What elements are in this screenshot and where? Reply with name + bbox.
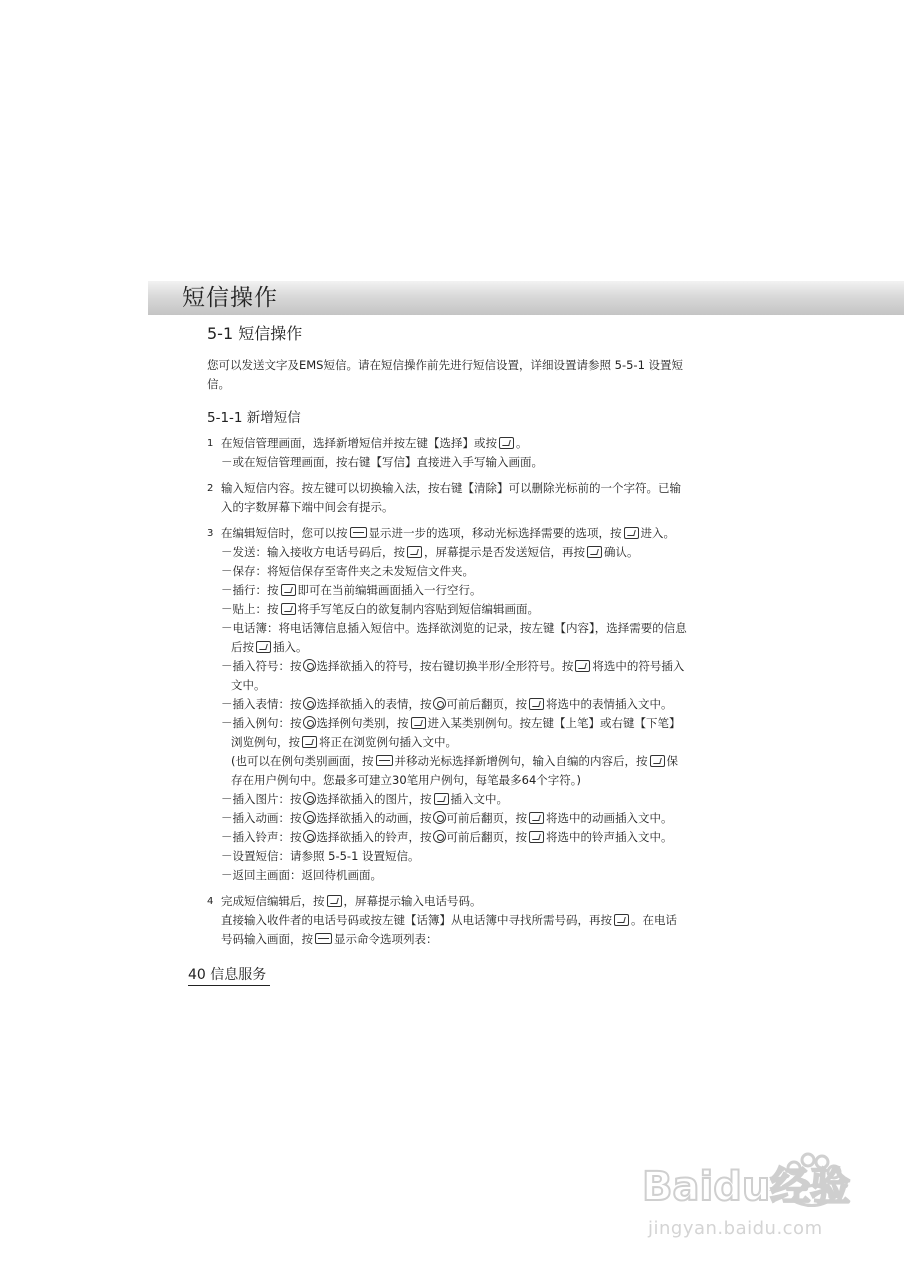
step-4 [207,892,687,949]
step-text: 。 [516,436,528,450]
option-insert-animation: －插入动画：按 选择欲插入的动画，按 可前后翻页，按 将选中的动画插入文中。 [221,811,673,825]
watermark-url: jingyan.baidu.com [648,1218,823,1239]
ok-key-icon [281,603,296,615]
option-phonebook: －电话簿：将电话簿信息插入短信中。选择欲浏览的记录，按左键【内容】，选择需要的信息后按 插入。 [221,621,687,654]
subsection-title: 5-1-1 新增短信 [207,410,301,426]
option-paste: －贴上：按 将手写笔反白的欲复制内容贴到短信编辑画面。 [221,602,539,616]
ok-key-icon [411,717,426,729]
menu-key-icon [350,527,367,538]
option-insert-line: －插行：按 即可在当前编辑画面插入一行空行。 [221,583,482,597]
option-insert-template: －插入例句：按 选择例句类别，按 进入某类别例句。按左键【上笔】或右键【下笔】浏览例句，按 将正在浏览例句插入文中。 [221,716,681,749]
step-number: 2 [207,483,214,494]
option-send: －发送：输入接收方电话号码后，按 ，屏幕提示是否发送短信，再按 确认。 [221,545,639,559]
step-text: 输入短信内容。按左键可以切换输入法，按右键【清除】可以删除光标前的一个字符。已输入的字数屏幕下端中间会有提示。 [221,481,681,514]
ok-key-icon [281,584,296,596]
step-text: 进入。 [640,526,675,540]
ok-key-icon [499,437,514,449]
baidu-watermark-logo [642,1150,872,1220]
nav-key-icon [303,830,316,843]
section-title: 5-1 短信操作 [207,324,303,343]
watermark-logo-text: Baidu经验 [642,1164,851,1210]
step-3 [207,524,687,885]
ok-key-icon [327,895,342,907]
ok-key-icon [256,641,271,653]
nav-key-icon [303,716,316,729]
ok-key-icon [529,831,544,843]
ok-key-icon [650,755,665,767]
option-settings: －设置短信：请参照 5-5-1 设置短信。 [221,849,420,863]
ok-key-icon [529,698,544,710]
chapter-title: 短信操作 [182,285,278,311]
intro-paragraph: 您可以发送文字及EMS短信。请在短信操作前先进行短信设置，详细设置请参照 5-5-1 设置短信。 [207,358,684,391]
step-2 [207,479,687,517]
option-insert-ringtone: －插入铃声：按 选择欲插入的铃声，按 可前后翻页，按 将选中的铃声插入文中。 [221,830,673,844]
ok-key-icon [434,793,449,805]
option-insert-picture: －插入图片：按 选择欲插入的图片，按 插入文中。 [221,792,508,806]
ok-key-icon [529,812,544,824]
step-text: 直接输入收件者的电话号码或按左键【话簿】从电话簿中寻找所需号码，再按 [221,913,612,927]
chapter-banner [148,281,904,315]
step-text: ，屏幕提示输入电话号码。 [343,894,482,908]
page-footer: 40 信息服务 [188,965,270,986]
nav-key-icon [433,697,446,710]
option-save: －保存：将短信保存至寄件夹之未发短信文件夹。 [221,564,474,578]
option-insert-emoticon: －插入表情：按 选择欲插入的表情，按 可前后翻页，按 将选中的表情插入文中。 [221,697,673,711]
nav-key-icon [303,811,316,824]
ok-key-icon [302,736,317,748]
step-text: 在编辑短信时，您可以按 [221,526,348,540]
ok-key-icon [587,546,602,558]
step-text: 完成短信编辑后，按 [221,894,325,908]
option-return-home: －返回主画面：返回待机画面。 [221,868,382,882]
ok-key-icon [624,527,639,539]
template-note: (也可以在例句类别画面，按 并移动光标选择新增例句，输入自编的内容后，按 保存在用户例句中。您最多可建立30笔用户例句，每笔最多64个字符。) [231,754,678,787]
menu-key-icon [376,755,393,766]
step-number: 1 [207,438,214,449]
nav-key-icon [303,792,316,805]
step-number: 4 [207,896,214,907]
ok-key-icon [614,914,629,926]
step-text: 在短信管理画面，选择新增短信并按左键【选择】或按 [221,436,497,450]
document-body [207,322,687,956]
nav-key-icon [303,659,316,672]
nav-key-icon [433,811,446,824]
nav-key-icon [303,697,316,710]
step-text: 显示命令选项列表： [334,932,438,946]
ok-key-icon [575,660,590,672]
step-number: 3 [207,528,214,539]
step-subitem: －或在短信管理画面，按右键【写信】直接进入手写输入画面。 [221,455,543,469]
ok-key-icon [407,546,422,558]
step-text: 。在电话号码输入画面，按 [221,913,677,946]
step-text: 显示进一步的选项，移动光标选择需要的选项，按 [368,526,622,540]
menu-key-icon [315,933,332,944]
option-insert-symbol: －插入符号：按 选择欲插入的符号，按右键切换半形/全形符号。按 将选中的符号插入文中。 [221,659,685,692]
nav-key-icon [433,830,446,843]
step-1 [207,434,687,472]
